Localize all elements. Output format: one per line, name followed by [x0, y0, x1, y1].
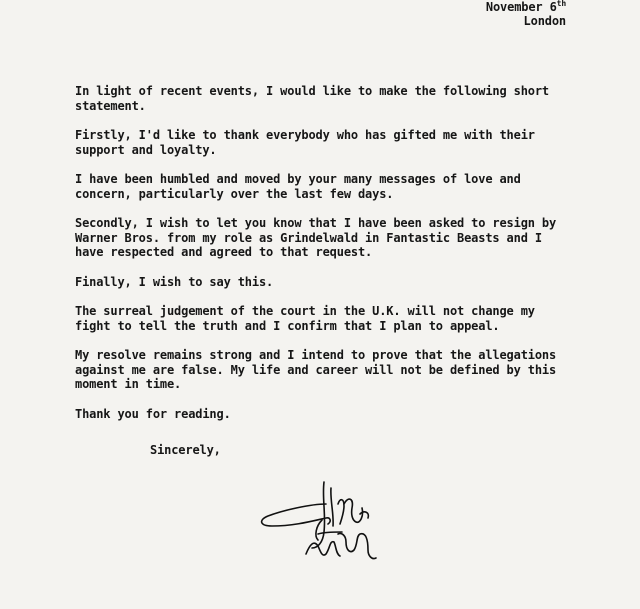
- paragraph-7: My resolve remains strong and I intend to prove that the allegations against me are false. My life and career will not be defined by this moment in time.: [75, 348, 557, 391]
- letter-body: [75, 84, 570, 436]
- paragraph-1: In light of recent events, I would like to make the following short statement.: [75, 84, 549, 113]
- date-text: November 6: [485, 0, 557, 14]
- date-suffix: th: [556, 0, 566, 8]
- closing-text: Sincerely,: [150, 443, 221, 457]
- paragraph-4: Secondly, I wish to let you know that I have been asked to resign by Warner Bros. from my role as Grindelwald in Fantastic Beasts and I have respected and agreed to that request.: [75, 216, 557, 259]
- letter-city: London: [523, 14, 566, 28]
- letter-date: [486, 0, 566, 14]
- paragraph-8: Thank you for reading.: [75, 406, 231, 421]
- signature-image: [256, 474, 386, 569]
- paragraph-6: The surreal judgement of the court in the U.K. will not change my fight to tell the truth and I confirm that I plan to appeal.: [75, 304, 535, 333]
- paragraph-3: I have been humbled and moved by your many messages of love and concern, particularly over the last few days.: [75, 172, 521, 201]
- paragraph-2: Firstly, I'd like to thank everybody who has gifted me with their support and loyalty.: [75, 128, 535, 157]
- paragraph-5: Finally, I wish to say this.: [75, 274, 274, 289]
- letter-header: [486, 0, 566, 28]
